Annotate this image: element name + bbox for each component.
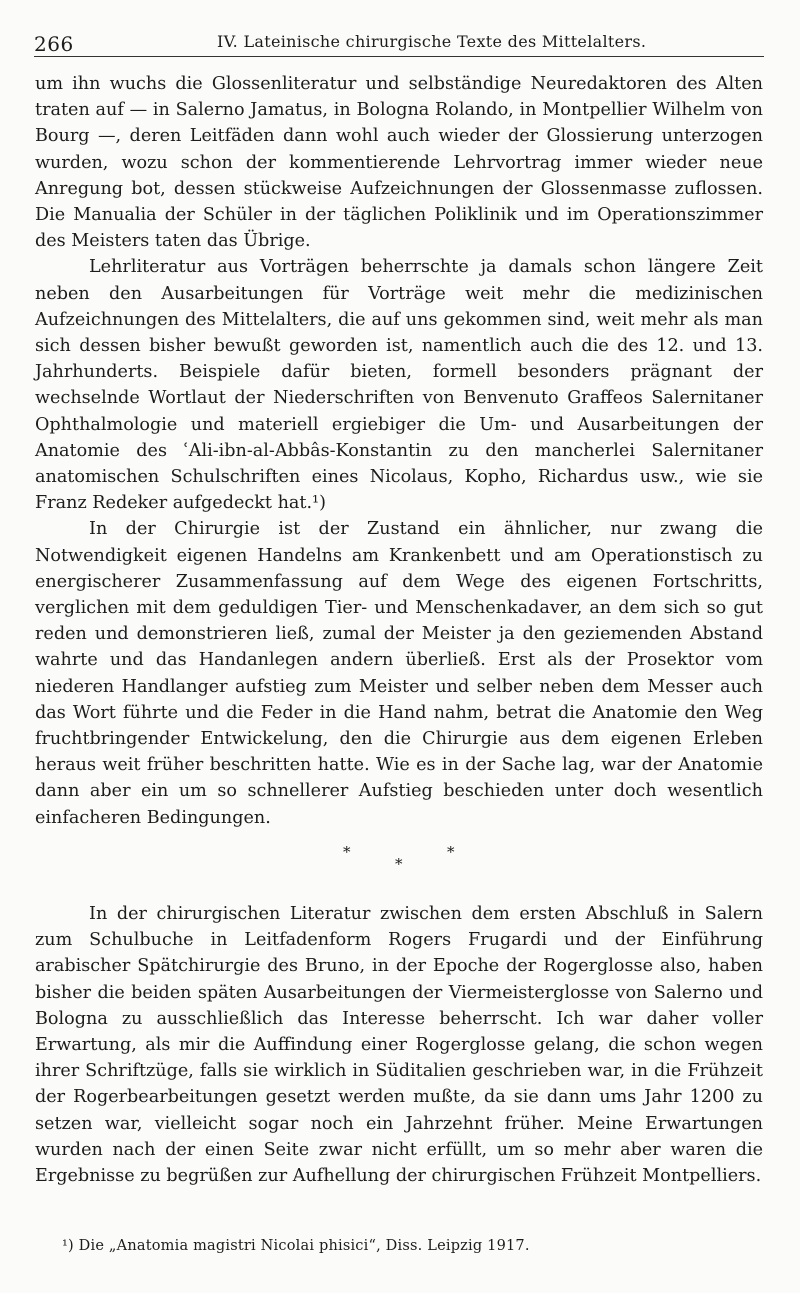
page-number: 266: [34, 32, 74, 56]
footnote: ¹) Die „Anatomia magistri Nicolai phisici“, Diss. Leipzig 1917.: [62, 1238, 530, 1254]
separator-asterisk: *: [395, 854, 403, 873]
paragraph-lehrliteratur: Lehrliteratur aus Vorträgen beherrschte ja damals schon längere Zeit neben den Ausarbeitungen für Vorträge weit mehr die medizinischen Aufzeichnungen des Mittelalters, die auf uns gekommen sind, weit mehr als man sich dessen bisher bewußt geworden ist, namentlich auch die des 12. und 13. Jahrhunderts. Beispiele dafür bieten, formell besonders prägnant der wechselnde Wortlaut der Niederschriften von Benvenuto Graffeos Salernitaner Ophthalmologie und materiell ergiebiger die Um- und Ausarbeitungen der Anatomie des ʿAli-ibn-al-Abbâs-Konstantin zu den mancherlei Salernitaner anatomischen Schulschriften eines Nicolaus, Kopho, Richardus usw., wie sie Franz Redeker aufgedeckt hat.¹): [35, 257, 763, 514]
section-separator: [35, 831, 763, 901]
paragraph-rogerglosse: In der chirurgischen Literatur zwischen dem ersten Abschluß in Salern zum Schulbuche in Leitfadenform Rogers Frugardi und der Einführung arabischer Spätchirurgie des Bruno, in der Epoche der Rogerglosse also, haben bisher die beiden späten Ausarbeitungen der Viermeisterglosse von Salerno und Bologna zu ausschließlich das Interesse beherrscht. Ich war daher voller Erwartung, als mir die Auffindung einer Rogerglosse gelang, die schon wegen ihrer Schriftzüge, falls sie wirklich in Süditalien geschrieben war, in die Frühzeit der Rogerbearbeitungen gesetzt werden mußte, da sie dann ums Jahr 1200 zu setzen war, vielleicht sogar noch ein Jahrzehnt früher. Meine Erwartungen wurden nach der einen Seite zwar nicht erfüllt, um so mehr aber waren die Ergebnisse zu begrüßen zur Aufhellung der chirurgischen Frühzeit Montpelliers.: [35, 903, 763, 1186]
running-header: [34, 26, 764, 57]
body-text: [35, 71, 763, 1189]
separator-asterisk: *: [447, 842, 455, 861]
paragraph-continued: um ihn wuchs die Glossenliteratur und selbständige Neuredaktoren des Alten traten auf — in Salerno Jamatus, in Bologna Rolando, in Montpellier Wilhelm von Bourg —, deren Leitfäden dann wohl auch wieder der Glossierung unterzogen wurden, wozu schon der kommentierende Lehrvortrag immer wieder neue Anregung bot, dessen stückweise Aufzeichnungen der Glossenmasse zuflossen. Die Manualia der Schüler in der täglichen Poliklinik und im Operationszimmer des Meisters taten das Übrige.: [35, 74, 763, 252]
paragraph-chirurgie: In der Chirurgie ist der Zustand ein ähnlicher, nur zwang die Notwendigkeit eigenen Handelns am Krankenbett und am Operationstisch zu energischerer Zusammenfassung auf dem Wege des eigenen Fortschritts, verglichen mit dem geduldigen Tier- und Menschenkadaver, an dem sich so gut reden und demonstrieren ließ, zumal der Meister ja den geziemenden Abstand wahrte und das Handanlegen andern überließ. Erst als der Prosektor vom niederen Handlanger aufstieg zum Meister und selber neben dem Messer auch das Wort führte und die Feder in die Hand nahm, betrat die Anatomie den Weg fruchtbringender Entwickelung, den die Chirurgie aus dem eigenen Erleben heraus weit früher beschritten hatte. Wie es in der Sache lag, war der Anatomie dann aber ein um so schnellerer Aufstieg beschieden unter doch wesentlich einfacheren Bedingungen.: [35, 519, 763, 828]
running-title: IV. Lateinische chirurgische Texte des Mittelalters.: [217, 32, 647, 51]
separator-asterisk: *: [343, 842, 351, 861]
